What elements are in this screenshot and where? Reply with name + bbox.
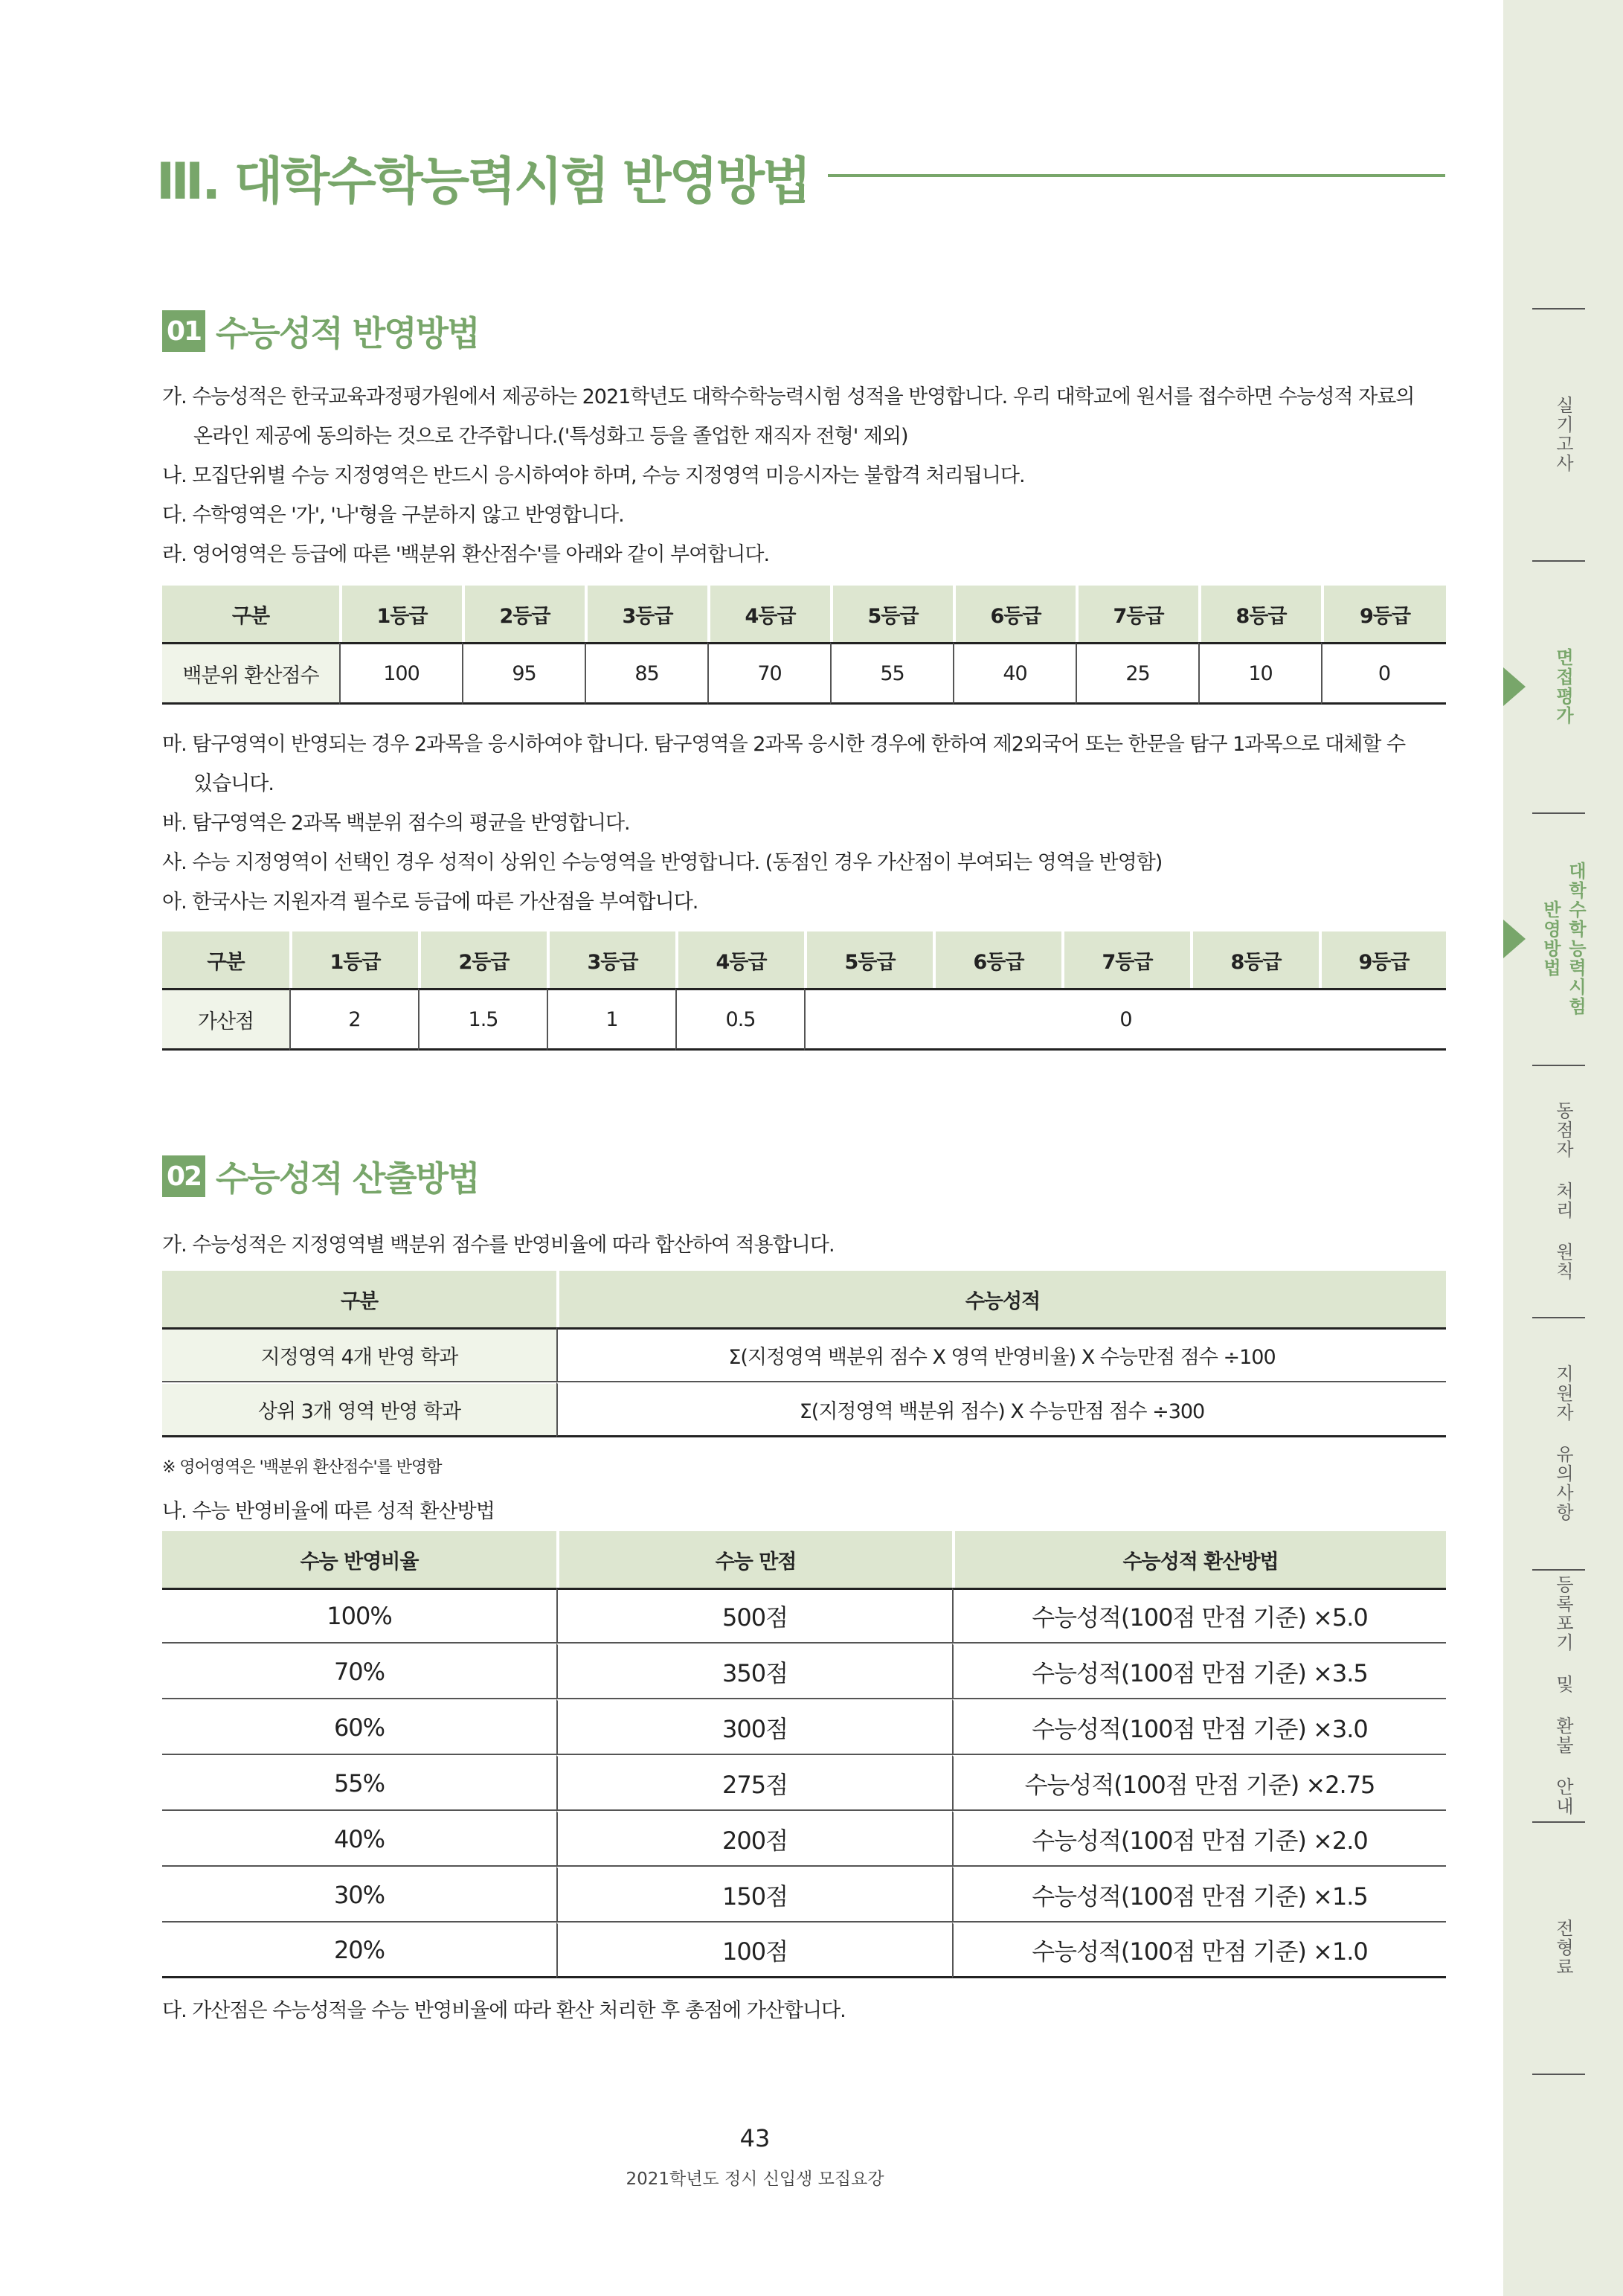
column-header: 1등급 xyxy=(339,586,462,642)
table-cell: 95 xyxy=(462,642,585,705)
table-cell: 60% xyxy=(162,1699,556,1755)
table-cell: 500점 xyxy=(556,1588,952,1644)
table-cell: 수능성적(100점 만점 기준) ×1.0 xyxy=(952,1923,1446,1978)
table-cell: 275점 xyxy=(556,1755,952,1811)
section-heading-2 xyxy=(162,1152,479,1201)
section-number: 01 xyxy=(162,310,205,352)
table-row xyxy=(162,988,1446,1051)
table-cell: 상위 3개 영역 반영 학과 xyxy=(162,1382,556,1437)
table-cell: 수능성적(100점 만점 기준) ×2.75 xyxy=(952,1755,1446,1811)
para-2a: 가. 수능성적은 지정영역별 백분위 점수를 반영비율에 따라 합산하여 적용합니다. xyxy=(162,1234,835,1257)
table-cell: 100% xyxy=(162,1588,556,1644)
title-divider xyxy=(828,174,1445,177)
sidebar-item-label: 전형료 xyxy=(1552,1918,1574,1977)
table-cell: Σ(지정영역 백분위 점수 X 영역 반영비율) X 수능만점 점수 ÷100 xyxy=(556,1327,1446,1382)
table-row xyxy=(162,1923,1446,1978)
table-row xyxy=(162,1588,1446,1644)
chapter-sidebar xyxy=(1503,0,1623,2296)
para-e-cont: 있습니다. xyxy=(193,772,274,795)
table-cell: 백분위 환산점수 xyxy=(162,642,339,705)
table-row xyxy=(162,642,1446,705)
score-formula-table xyxy=(162,1271,1446,1437)
table-cell: 100 xyxy=(339,642,462,705)
column-header: 수능 만점 xyxy=(556,1531,952,1588)
table-cell: 70% xyxy=(162,1644,556,1699)
table-cell: 40 xyxy=(953,642,1076,705)
section-heading-1 xyxy=(162,307,479,356)
para-e: 마. 탐구영역이 반영되는 경우 2과목을 응시하여야 합니다. 탐구영역을 2과목 응시한 경우에 한하여 제2외국어 또는 한문을 탐구 1과목으로 대체할 수 xyxy=(162,733,1406,756)
table-cell: 20% xyxy=(162,1923,556,1978)
paragraph-group-2 xyxy=(162,725,1449,922)
sidebar-item-4[interactable] xyxy=(1503,1317,1623,1569)
sidebar-item-label: 면접평가 xyxy=(1552,647,1574,725)
section-title: 수능성적 산출방법 xyxy=(216,1158,479,1199)
english-grade-table xyxy=(162,586,1446,705)
table-cell: 1 xyxy=(547,988,675,1051)
table-row xyxy=(162,1644,1446,1699)
table-cell: 가산점 xyxy=(162,988,289,1051)
table-header-row xyxy=(162,1531,1446,1588)
para-c: 다. 수학영역은 '가', '나'형을 구분하지 않고 반영합니다. xyxy=(162,504,624,527)
table-cell: 100점 xyxy=(556,1923,952,1978)
sidebar-item-label: 대학수학능력시험 xyxy=(1565,861,1587,1016)
section-number: 02 xyxy=(162,1155,205,1197)
note: ※ 영어영역은 '백분위 환산점수'를 반영함 xyxy=(162,1458,442,1477)
column-header: 수능성적 환산방법 xyxy=(952,1531,1446,1588)
table-cell: 0.5 xyxy=(675,988,804,1051)
sidebar-item-label: 반영방법 xyxy=(1540,900,1561,978)
para-2c: 다. 가산점은 수능성적을 수능 반영비율에 따라 환산 처리한 후 총점에 가산합니다. xyxy=(162,1999,846,2022)
table-row xyxy=(162,1867,1446,1923)
column-header: 4등급 xyxy=(707,586,830,642)
column-header: 구분 xyxy=(162,1271,556,1327)
para-g: 사. 수능 지정영역이 선택인 경우 성적이 상위인 수능영역을 반영합니다. (동점인 경우 가산점이 부여되는 영역을 반영함) xyxy=(162,851,1163,874)
sidebar-item-3[interactable] xyxy=(1503,1065,1623,1317)
sidebar-item-5[interactable] xyxy=(1503,1569,1623,1821)
sidebar-item-0[interactable] xyxy=(1503,308,1623,560)
table-cell: 2 xyxy=(289,988,418,1051)
column-header: 8등급 xyxy=(1190,931,1319,988)
section-title: 수능성적 반영방법 xyxy=(216,313,479,353)
column-header: 3등급 xyxy=(585,586,707,642)
page-title: Ⅲ. 대학수학능력시험 반영방법 xyxy=(156,153,809,211)
footer-text: 2021학년도 정시 신입생 모집요강 xyxy=(626,2170,884,2189)
para-2b: 나. 수능 반영비율에 따른 성적 환산방법 xyxy=(162,1500,495,1523)
para-a-cont: 온라인 제공에 동의하는 것으로 간주합니다.('특성화고 등을 졸업한 재직자 전형' 제외) xyxy=(193,425,908,448)
table-cell: 85 xyxy=(585,642,707,705)
table-cell: 70 xyxy=(707,642,830,705)
table-cell: 수능성적(100점 만점 기준) ×3.0 xyxy=(952,1699,1446,1755)
para-h: 아. 한국사는 지원자격 필수로 등급에 따른 가산점을 부여합니다. xyxy=(162,891,698,914)
para-a: 가. 수능성적은 한국교육과정평가원에서 제공하는 2021학년도 대학수학능력시험 성적을 반영합니다. 우리 대학교에 원서를 접수하면 수능성적 자료의 xyxy=(162,385,1415,408)
column-header: 구분 xyxy=(162,931,289,988)
para-d: 라. 영어영역은 등급에 따른 '백분위 환산점수'를 아래와 같이 부여합니다. xyxy=(162,543,770,566)
table-cell: Σ(지정영역 백분위 점수) X 수능만점 점수 ÷300 xyxy=(556,1382,1446,1437)
table-row xyxy=(162,1755,1446,1811)
table-cell: 350점 xyxy=(556,1644,952,1699)
table-cell: 1.5 xyxy=(418,988,547,1051)
korean-history-table xyxy=(162,931,1446,1051)
table-cell: 10 xyxy=(1198,642,1321,705)
active-arrow-icon xyxy=(1503,667,1526,706)
paragraph-group-1 xyxy=(162,377,1449,574)
column-header: 8등급 xyxy=(1198,586,1321,642)
table-cell: 55% xyxy=(162,1755,556,1811)
table-cell: 수능성적(100점 만점 기준) ×2.0 xyxy=(952,1811,1446,1867)
table-cell: 200점 xyxy=(556,1811,952,1867)
para-f: 바. 탐구영역은 2과목 백분위 점수의 평균을 반영합니다. xyxy=(162,812,630,835)
column-header: 구분 xyxy=(162,586,339,642)
sidebar-item-label: 등록포기 및 환불 안내 xyxy=(1552,1574,1574,1816)
column-header: 2등급 xyxy=(462,586,585,642)
table-row xyxy=(162,1811,1446,1867)
table-cell: 40% xyxy=(162,1811,556,1867)
table-row xyxy=(162,1382,1446,1437)
table-cell: 30% xyxy=(162,1867,556,1923)
column-header: 6등급 xyxy=(953,586,1076,642)
table-cell: 지정영역 4개 반영 학과 xyxy=(162,1327,556,1382)
para-b: 나. 모집단위별 수능 지정영역은 반드시 응시하여야 하며, 수능 지정영역 미응시자는 불합격 처리됩니다. xyxy=(162,464,1025,487)
table-cell: 0 xyxy=(1321,642,1446,705)
column-header: 6등급 xyxy=(933,931,1061,988)
column-header: 9등급 xyxy=(1321,586,1446,642)
column-header: 4등급 xyxy=(675,931,804,988)
column-header: 2등급 xyxy=(418,931,547,988)
sidebar-item-label: 동점자 처리 원칙 xyxy=(1552,1100,1574,1281)
sidebar-divider xyxy=(1532,2074,1585,2075)
column-header: 7등급 xyxy=(1076,586,1198,642)
column-header: 7등급 xyxy=(1061,931,1190,988)
table-row xyxy=(162,1699,1446,1755)
table-header-row xyxy=(162,586,1446,642)
table-cell: 25 xyxy=(1076,642,1198,705)
table-cell: 300점 xyxy=(556,1699,952,1755)
active-arrow-icon xyxy=(1503,920,1526,958)
table-cell: 0 xyxy=(804,988,1446,1051)
table-cell: 수능성적(100점 만점 기준) ×3.5 xyxy=(952,1644,1446,1699)
sidebar-item-6[interactable] xyxy=(1503,1821,1623,2074)
column-header: 3등급 xyxy=(547,931,675,988)
table-cell: 150점 xyxy=(556,1867,952,1923)
column-header: 수능성적 xyxy=(556,1271,1446,1327)
column-header: 5등급 xyxy=(804,931,933,988)
table-cell: 수능성적(100점 만점 기준) ×1.5 xyxy=(952,1867,1446,1923)
column-header: 1등급 xyxy=(289,931,418,988)
column-header: 5등급 xyxy=(830,586,953,642)
table-header-row xyxy=(162,1271,1446,1327)
sidebar-item-label: 실기고사 xyxy=(1552,395,1574,473)
conversion-table xyxy=(162,1531,1446,1978)
table-row xyxy=(162,1327,1446,1382)
sidebar-item-label: 지원자 유의사항 xyxy=(1552,1364,1574,1522)
column-header: 수능 반영비율 xyxy=(162,1531,556,1588)
column-header: 9등급 xyxy=(1319,931,1446,988)
table-cell: 수능성적(100점 만점 기준) ×5.0 xyxy=(952,1588,1446,1644)
table-header-row xyxy=(162,931,1446,988)
page-number: 43 xyxy=(739,2124,771,2152)
table-cell: 55 xyxy=(830,642,953,705)
